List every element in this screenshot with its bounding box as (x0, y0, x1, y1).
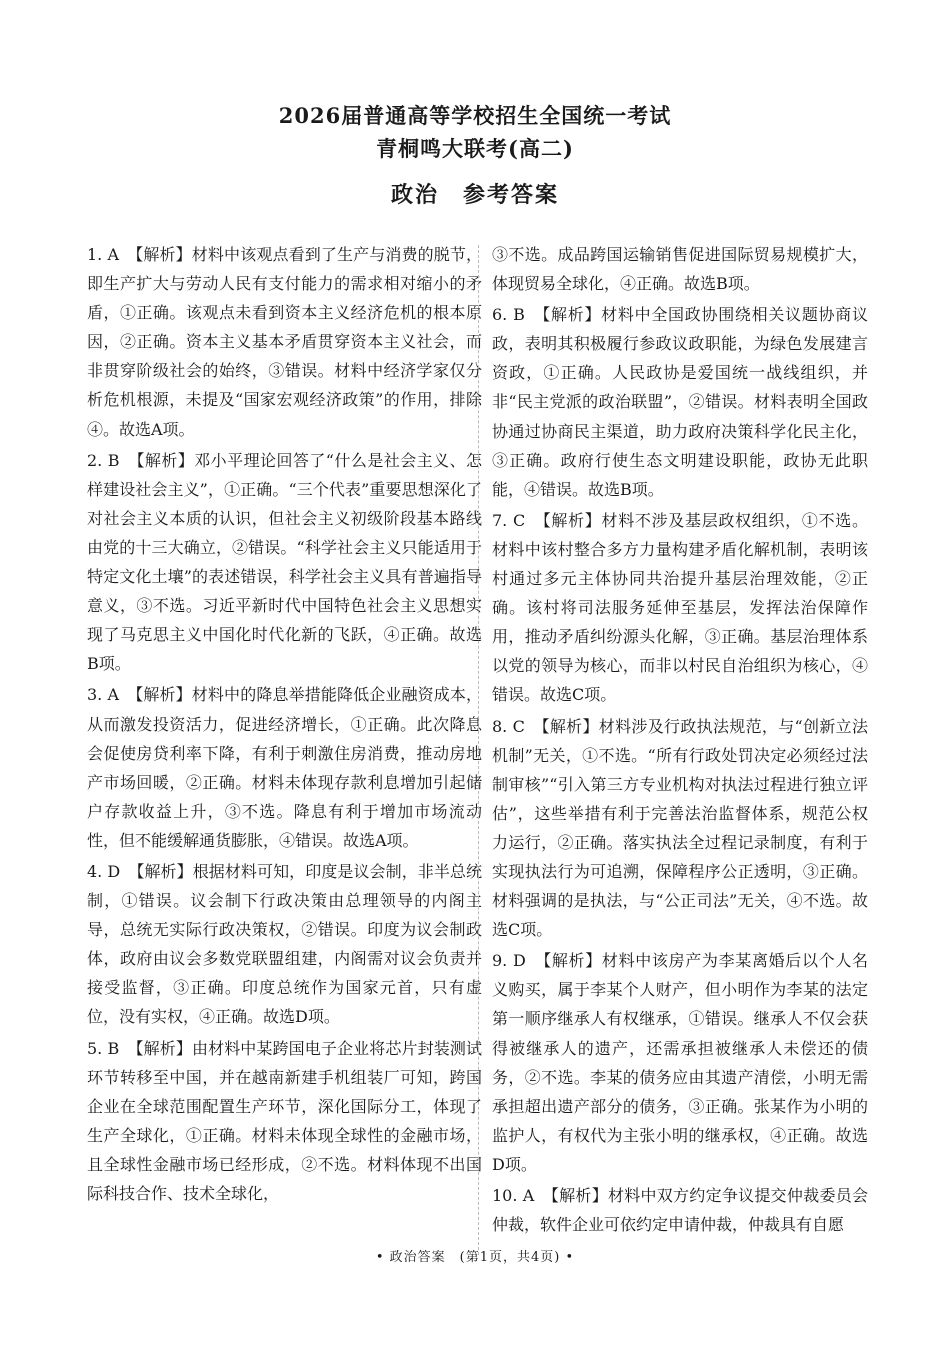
answer-item-9: 9. D 【解析】材料中该房产为李某离婚后以个人名义购买，属于李某个人财产，但小明作为李某的法定第一顺序继承人有权继承，①错误。继承人不仅会获得被继承人的遗产，还需承担被继承人未偿还的债务，②不选。李某的债务应由其遗产清偿，小明无需承担超出遗产部分的债务，③正确。张某作为小明的监护人，有权代为主张小明的继承权，④正确。故选D项。 (492, 951, 868, 1174)
answer-item-5-continued: ③不选。成品跨国运输销售促进国际贸易规模扩大，体现贸易全球化，④正确。故选B项。 (492, 245, 868, 294)
answer-item-10: 10. A 【解析】材料中双方约定争议提交仲裁委员会仲裁，软件企业可依约定申请仲裁，仲裁具有自愿 (492, 1186, 868, 1235)
answer-item-2: 2. B 【解析】邓小平理论回答了“什么是社会主义、怎样建设社会主义”，①正确。“三个代表”重要思想深化了对社会主义本质的认识，但社会主义初级阶段基本路线由党的十三大确立，②错误。“科学社会主义只能适用于特定文化土壤”的表述错误，科学社会主义具有普遍指导意义，③不选。习近平新时代中国特色社会主义思想实现了马克思主义中国化时代化新的飞跃，④正确。故选B项。 (87, 450, 482, 674)
answer-item-1: 1. A 【解析】材料中该观点看到了生产与消费的脱节，即生产扩大与劳动人民有支付能力的需求相对缩小的矛盾，①正确。该观点未看到资本主义经济危机的根本原因，②正确。资本主义基本矛盾贯穿资本主义社会，而非贯穿阶级社会的始终，③错误。材料中经济学家仅分析危机根源，未提及“国家宏观经济政策”的作用，排除④。故选A项。 (87, 245, 482, 439)
left-column (87, 240, 482, 1208)
exam-title: 2026届普通高等学校招生全国统一考试 (278, 103, 672, 128)
answer-item-4: 4. D 【解析】根据材料可知，印度是议会制，非半总统制，①错误。议会制下行政决策由总理领导的内阁主导，总统无实际行政决策权，②错误。印度为议会制政体，政府由议会多数党联盟组建，内阁需对议会负责并接受监督，③正确。印度总统作为国家元首，只有虚位，没有实权，④正确。故选D项。 (87, 861, 482, 1027)
answer-item-3: 3. A 【解析】材料中的降息举措能降低企业融资成本，从而激发投资活力，促进经济增长，①正确。此次降息会促使房贷利率下降，有利于刺激住房消费，推动房地产市场回暖，②正确。材料未体现存款利息增加引起储户存款收益上升，③不选。降息有利于增加市场流动性，但不能缓解通货膨胀，④错误。故选A项。 (87, 685, 482, 850)
answer-item-6: 6. B 【解析】材料中全国政协围绕相关议题协商议政，表明其积极履行参政议政职能，为绿色发展建言资政，①正确。人民政协是爱国统一战线组织，并非“民主党派的政治联盟”，②错误。材料表明全国政协通过协商民主渠道，助力政府决策科学化民主化，③正确。政府行使生态文明建设职能，政协无此职能，④错误。故选B项。 (492, 305, 868, 499)
answer-item-5: 5. B 【解析】由材料中某跨国电子企业将芯片封装测试环节转移至中国，并在越南新建手机组装厂可知，跨国企业在全球范围配置生产环节，深化国际分工，体现了生产全球化，①正确。材料未体现全球性的金融市场，且全球性金融市场已经形成，②不选。材料体现不出国际科技合作、技术全球化， (87, 1038, 482, 1203)
right-column (492, 240, 868, 1239)
answer-key-title: 政治 参考答案 (390, 183, 559, 208)
page-footer: • 政治答案 (第1页，共4页) • (375, 1250, 575, 1265)
column-divider (478, 245, 479, 1255)
exam-subtitle: 青桐鸣大联考(高二) (376, 136, 574, 161)
answer-item-8: 8. C 【解析】材料涉及行政执法规范，与“创新立法机制”无关，①不选。“所有行政处罚决定必须经过法制审核”“引入第三方专业机构对执法过程进行独立评估”，这些举措有利于完善法治监督体系，规范公权力运行，②正确。落实执法全过程记录制度，有利于实现执法行为可追溯，保障程序公正透明，③正确。材料强调的是执法，与“公正司法”无关，④不选。故选C项。 (492, 716, 868, 940)
answer-item-7: 7. C 【解析】材料不涉及基层政权组织，①不选。材料中该村整合多方力量构建矛盾化解机制，表明该村通过多元主体协同共治提升基层治理效能，②正确。该村将司法服务延伸至基层，发挥法治保障作用，推动矛盾纠纷源头化解，③正确。基层治理体系以党的领导为核心，而非以村民自治组织为核心，④错误。故选C项。 (492, 510, 868, 705)
